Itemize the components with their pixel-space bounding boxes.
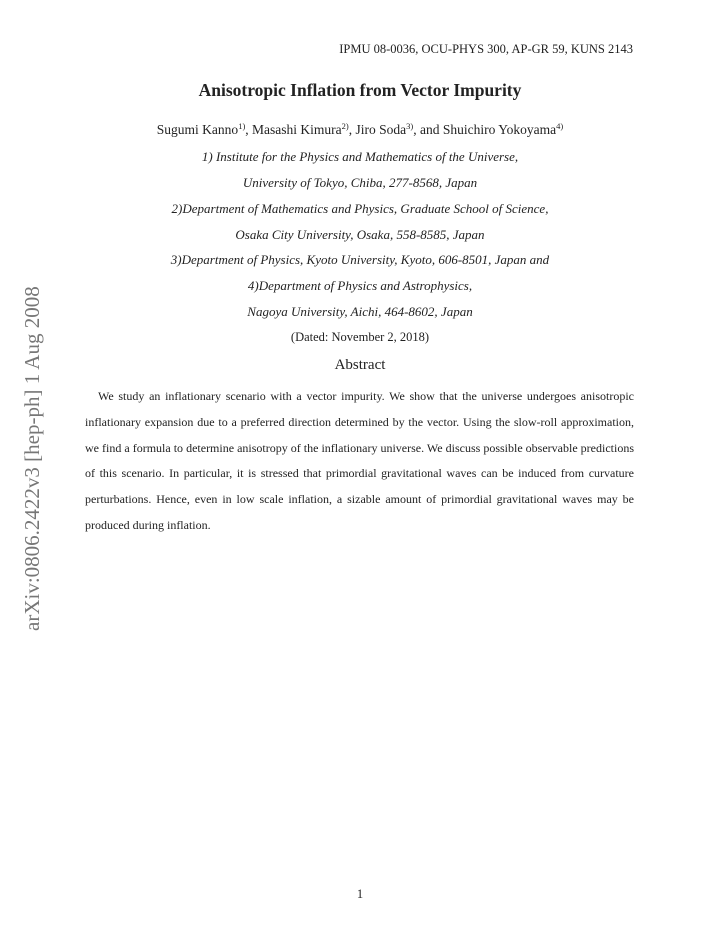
author-separator: , — [348, 122, 356, 137]
author-affil-mark: 4) — [556, 121, 564, 131]
affiliation-line: 1) Institute for the Physics and Mathematics of the Universe, — [201, 149, 519, 164]
affiliation-line: Osaka City University, Osaka, 558-8585, Japan — [235, 227, 485, 242]
dated-line: (Dated: November 2, 2018) — [290, 330, 430, 344]
report-numbers: IPMU 08-0036, OCU-PHYS 300, AP-GR 59, KUNS 2143 — [339, 42, 633, 56]
author-affil-mark: 3) — [406, 121, 414, 131]
author-affil-mark: 2) — [341, 121, 349, 131]
author-name: Jiro Soda — [355, 122, 407, 137]
abstract-body: We study an inflationary scenario with a vector impurity. We show that the universe undergoes anisotropic inflationary expansion due to a preferred direction determined by the vector. Using the slow-roll approximation, we find a formula to determine anisotropy of the inflationary universe. We discuss possible observable predictions of this scenario. In particular, it is stressed that primordial gravitational waves can be induced from curvature perturbations. Hence, even in low scale inflation, a sizable amount of primordial gravitational waves may be produced during inflation. — [85, 389, 634, 532]
arxiv-side-stamp: arXiv:0806.2422v3 [hep-ph] 1 Aug 2008 — [20, 286, 44, 631]
author-separator: , and — [413, 122, 443, 137]
affiliation-line: 2)Department of Mathematics and Physics, Graduate School of Science, — [171, 201, 549, 216]
paper-title: Anisotropic Inflation from Vector Impurity — [198, 80, 522, 100]
affiliation-line: 3)Department of Physics, Kyoto University, Kyoto, 606-8501, Japan and — [170, 252, 550, 267]
affiliation-line: University of Tokyo, Chiba, 277-8568, Japan — [242, 175, 478, 190]
author-affil-mark: 1) — [238, 121, 246, 131]
page-number: 1 — [356, 887, 364, 901]
affiliation-line: 4)Department of Physics and Astrophysics, — [247, 278, 473, 293]
affiliation-line: Nagoya University, Aichi, 464-8602, Japan — [247, 304, 473, 319]
author-name: Masashi Kimura — [252, 122, 342, 137]
abstract-heading: Abstract — [334, 357, 386, 373]
author-separator: , — [245, 122, 253, 137]
author-name: Shuichiro Yokoyama — [442, 122, 557, 137]
author-name: Sugumi Kanno — [156, 122, 239, 137]
author-list — [0, 122, 720, 138]
